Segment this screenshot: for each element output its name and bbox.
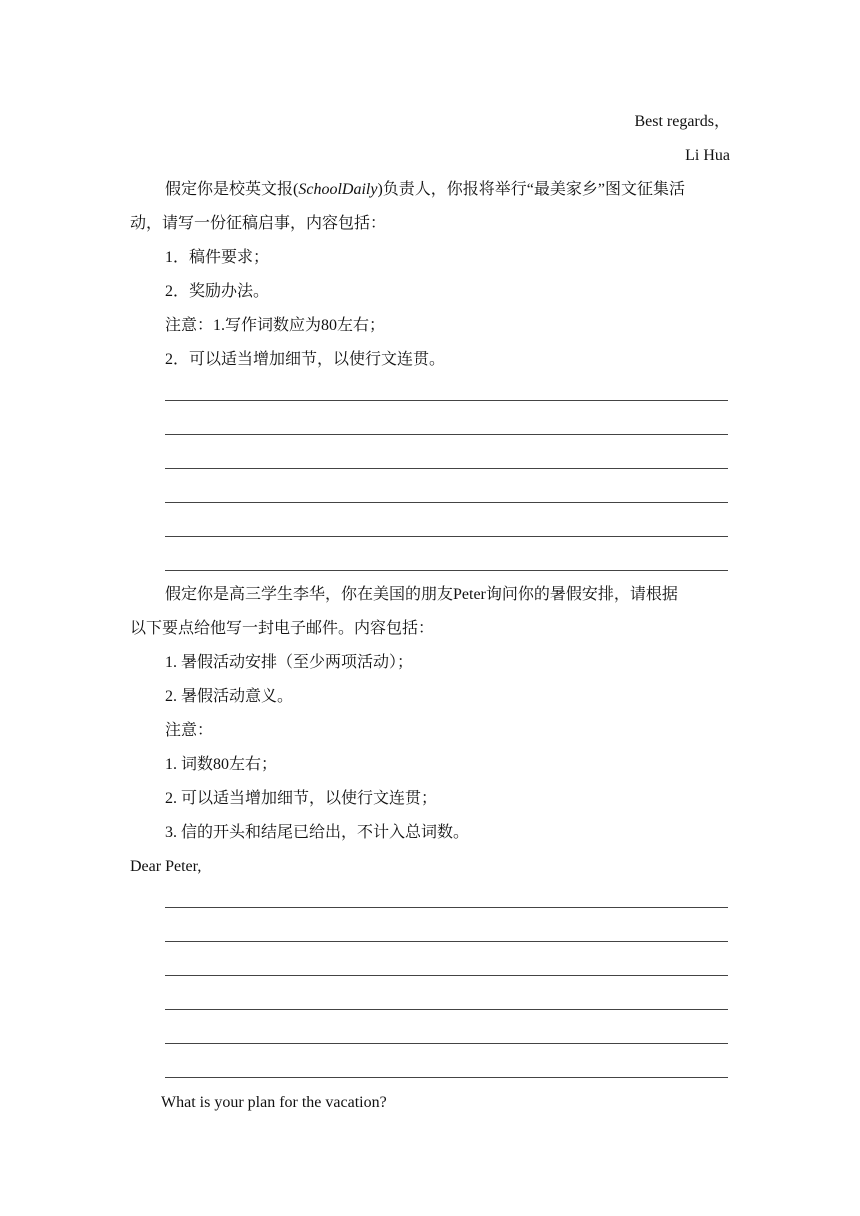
answer-line [165, 468, 728, 469]
answer-line [165, 1009, 728, 1010]
answer-line [165, 570, 728, 571]
task1-note: 注意：1.写作词数应为80左右； [165, 317, 386, 334]
task1-item-2: 2．奖励办法。 [165, 283, 270, 300]
answer-line [165, 434, 728, 435]
task1-intro-post: )负责人，你报将举行“最美家乡”图文征集活 [377, 181, 685, 198]
task1-item-1: 1．稿件要求； [165, 249, 270, 266]
letter-greeting: Dear Peter, [130, 858, 202, 875]
task2-note-label: 注意： [165, 722, 214, 739]
letter-opening-line: What is your plan for the vacation? [161, 1094, 387, 1111]
task2-note-1: 1. 词数80左右； [165, 756, 278, 773]
task1-intro-pre: 假定你是校英文报( [165, 181, 299, 198]
task2-intro-line1: 假定你是高三学生李华，你在美国的朋友Peter询问你的暑假安排，请根据 [165, 586, 678, 603]
task2-item-1: 1. 暑假活动安排（至少两项活动）； [165, 654, 414, 671]
task2-intro-line2: 以下要点给他写一封电子邮件。内容包括： [130, 620, 435, 637]
answer-line [165, 536, 728, 537]
answer-line [165, 975, 728, 976]
task2-item-2: 2. 暑假活动意义。 [165, 688, 294, 705]
task2-note-3: 3. 信的开头和结尾已给出，不计入总词数。 [165, 824, 470, 841]
task1-paper-name: SchoolDaily [298, 181, 378, 198]
answer-line [165, 1077, 728, 1078]
task1-intro-line1 [165, 180, 685, 200]
answer-line [165, 941, 728, 942]
closing-regards: Best regards， [634, 113, 730, 130]
answer-line [165, 907, 728, 908]
answer-line [165, 1043, 728, 1044]
closing-name: Li Hua [685, 147, 730, 164]
task2-note-2: 2. 可以适当增加细节，以使行文连贯； [165, 790, 438, 807]
task1-note-2: 2．可以适当增加细节，以使行文连贯。 [165, 351, 446, 368]
answer-line [165, 502, 728, 503]
answer-line [165, 400, 728, 401]
task1-intro-line2: 动，请写一份征稿启事，内容包括： [130, 215, 387, 232]
